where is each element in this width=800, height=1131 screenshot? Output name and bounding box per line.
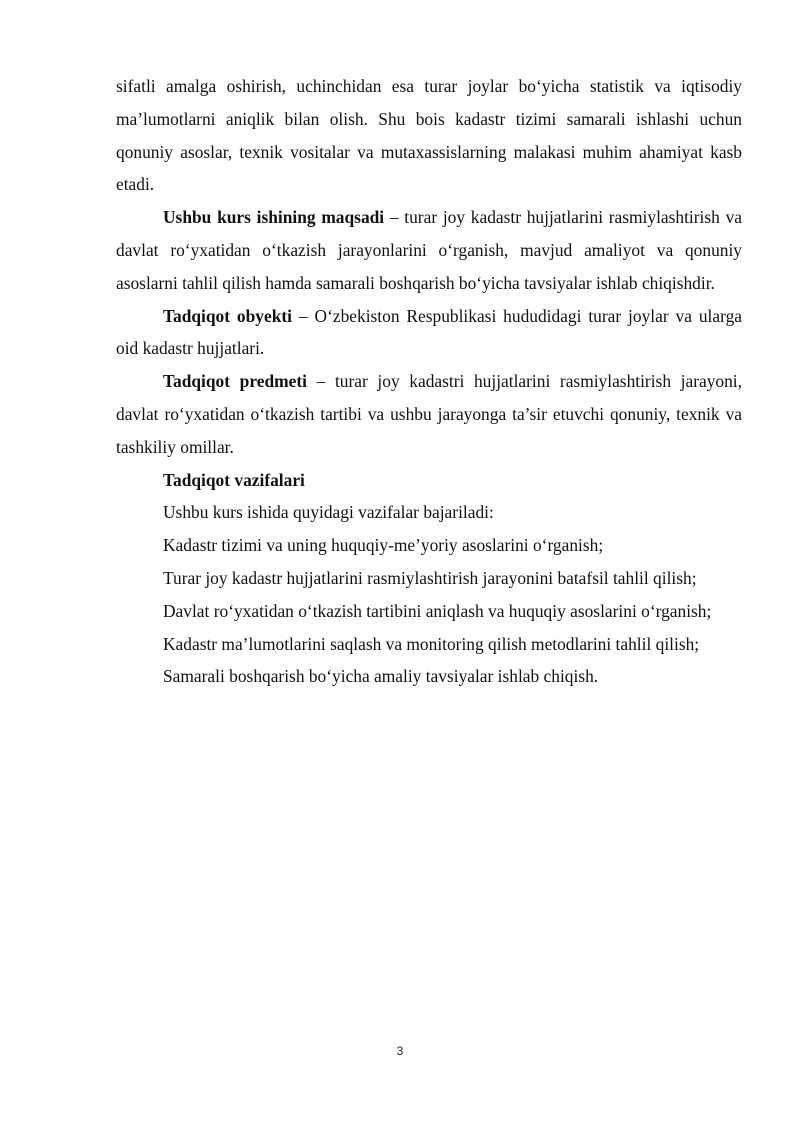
subject-label: Tadqiqot predmeti (163, 371, 307, 392)
object-paragraph (116, 300, 742, 366)
page-number: 3 (396, 1044, 404, 1058)
aim-paragraph (116, 201, 742, 299)
aim-text: – turar joy kadastr hujjatlarini rasmiylashtirish va davlat ro‘yxatidan o‘tkazish jarayonlarini o‘rganish, mavjud amaliyot va qonuniy asoslarni tahlil qilish hamda samarali boshqarish bo‘yicha tavsiyalar ishlab chiqishdir. (116, 207, 742, 293)
task-item: Davlat ro‘yxatidan o‘tkazish tartibini aniqlash va huquqiy asoslarini o‘rganish; (163, 600, 712, 621)
intro-paragraph: sifatli amalga oshirish, uchinchidan esa turar joylar bo‘yicha statistik va iqtisodiy ma’lumotlarni aniqlik bilan olish. Shu bois kadastr tizimi samarali ishlashi uchun qonuniy asoslar, texnik vositalar va mutaxassislarning malakasi muhim ahamiyat kasb etadi. (116, 76, 742, 195)
document-page (116, 70, 742, 693)
tasks-heading: Tadqiqot vazifalari (163, 469, 305, 490)
task-item: Kadastr tizimi va uning huquqiy-me’yoriy asoslarini o‘rganish; (163, 535, 604, 556)
object-label: Tadqiqot obyekti (163, 305, 293, 326)
task-item: Turar joy kadastr hujjatlarini rasmiylashtirish jarayonini batafsil tahlil qilish; (163, 567, 697, 588)
aim-label: Ushbu kurs ishining maqsadi (163, 207, 385, 228)
task-item: Samarali boshqarish bo‘yicha amaliy tavsiyalar ishlab chiqish. (163, 666, 599, 687)
subject-text: – turar joy kadastri hujjatlarini rasmiylashtirish jarayoni, davlat ro‘yxatidan o‘tkazish tartibi va ushbu jarayonga ta’sir etuvchi qonuniy, texnik va tashkiliy omillar. (116, 371, 742, 457)
tasks-intro: Ushbu kurs ishida quyidagi vazifalar bajariladi: (163, 502, 494, 523)
subject-paragraph (116, 365, 742, 463)
object-text: – O‘zbekiston Respublikasi hududidagi turar joylar va ularga oid kadastr hujjatlari. (116, 305, 742, 359)
task-item: Kadastr ma’lumotlarini saqlash va monitoring qilish metodlarini tahlil qilish; (163, 633, 700, 654)
